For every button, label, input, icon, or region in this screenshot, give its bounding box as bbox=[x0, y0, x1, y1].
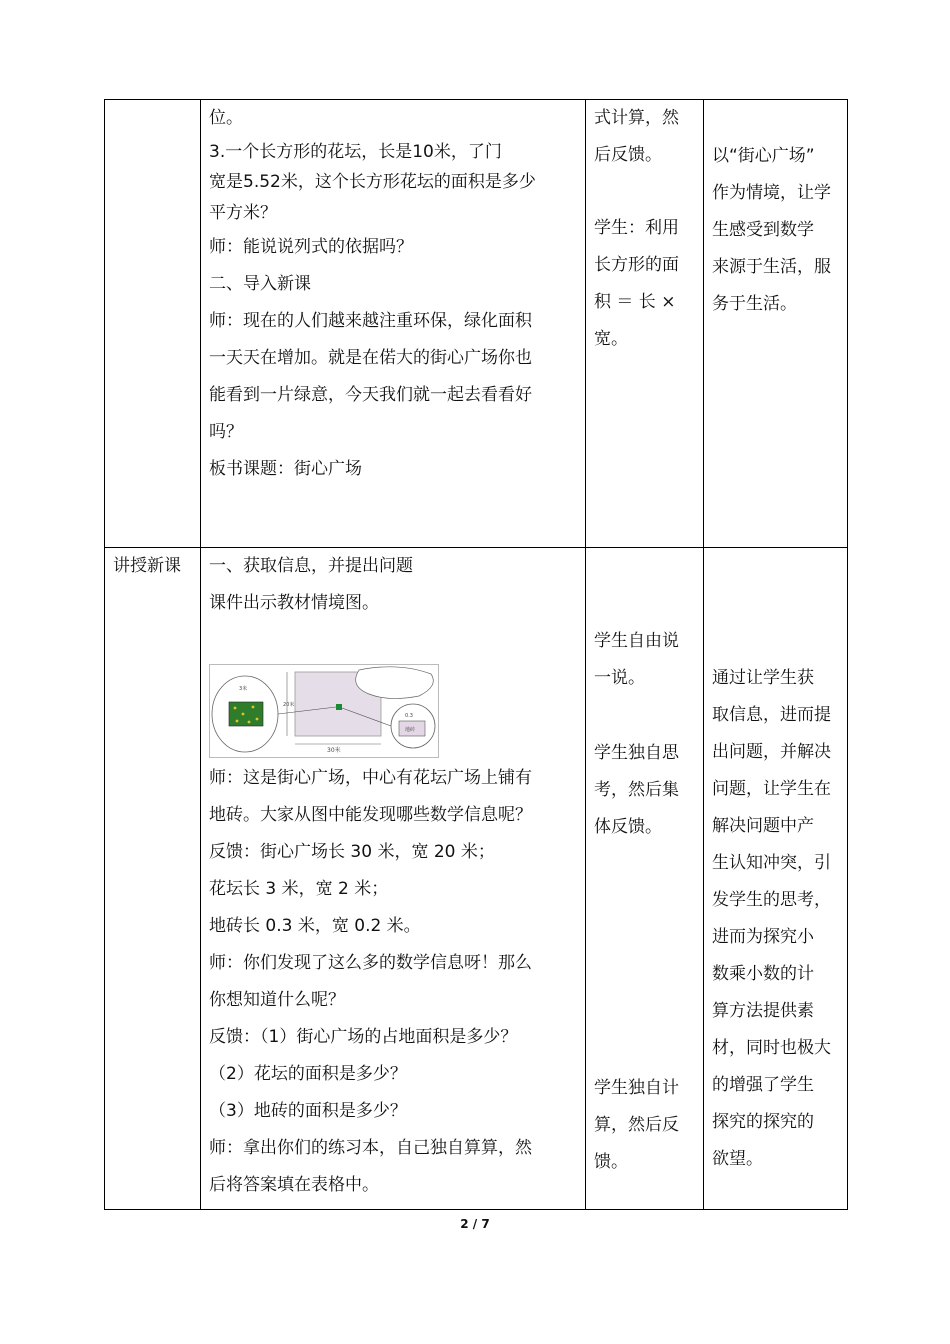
text-line: 宽是5.52米，这个长方形花坛的面积是多少 bbox=[209, 172, 536, 192]
text-line: 师：拿出你们的练习本，自己独自算算，然 bbox=[209, 1138, 532, 1158]
table-border-bottom bbox=[104, 1209, 848, 1210]
text-line: 发学生的思考， bbox=[712, 890, 831, 910]
text-line: 解决问题中产 bbox=[712, 816, 814, 836]
text-line: 反馈：（1）街心广场的占地面积是多少？ bbox=[209, 1027, 518, 1047]
row2-student-cell-c bbox=[594, 1070, 679, 1181]
text-line: 出问题，并解决 bbox=[712, 742, 831, 762]
text-line: 通过让学生获 bbox=[712, 668, 814, 688]
textbook-scene-image bbox=[209, 664, 439, 758]
text-line: 探究的探究的 bbox=[712, 1112, 814, 1132]
row2-content-bottom bbox=[209, 760, 532, 1204]
text-line: 欲望。 bbox=[712, 1149, 763, 1169]
text-line: 师：能说说列式的依据吗？ bbox=[209, 237, 413, 257]
label-tile: 0.3 bbox=[405, 713, 413, 719]
text-line: 你想知道什么呢？ bbox=[209, 990, 345, 1010]
text-line: 师：现在的人们越来越注重环保，绿化面积 bbox=[209, 311, 532, 331]
text-line: 课件出示教材情境图。 bbox=[209, 593, 379, 613]
text-line: 一说。 bbox=[594, 668, 645, 688]
table-border-left bbox=[104, 99, 105, 1210]
text-line: 后反馈。 bbox=[594, 145, 662, 165]
stage-label-cell bbox=[113, 548, 181, 585]
text-line: 位。 bbox=[209, 108, 243, 128]
row2-student-cell-b bbox=[594, 735, 679, 846]
row2-intent-cell bbox=[712, 660, 831, 1178]
text-line: 学生自由说 bbox=[594, 631, 679, 651]
text-line: 能看到一片绿意，今天我们就一起去看看好 bbox=[209, 385, 532, 405]
text-line: 积 ＝ 长 × bbox=[594, 292, 676, 312]
row1-intent-cell bbox=[712, 138, 831, 323]
text-line: 数乘小数的计 bbox=[712, 964, 814, 984]
text-line: 学生独自计 bbox=[594, 1078, 679, 1098]
text-line: 体反馈。 bbox=[594, 817, 662, 837]
label-top: 3米 bbox=[239, 686, 248, 692]
spacer bbox=[594, 174, 679, 210]
row1-content-cell bbox=[209, 100, 536, 488]
label-tile-name: 地砖 bbox=[405, 727, 416, 733]
text-line: （2）花坛的面积是多少？ bbox=[209, 1064, 407, 1084]
col-divider-2 bbox=[585, 99, 586, 1210]
text-line: 务于生活。 bbox=[712, 294, 797, 314]
text-line: 学生：利用 bbox=[594, 218, 679, 238]
text-line: 进而为探究小 bbox=[712, 927, 814, 947]
text-line: 生感受到数学 bbox=[712, 220, 814, 240]
text-line: 师：你们发现了这么多的数学信息呀！那么 bbox=[209, 953, 532, 973]
stage-label: 讲授新课 bbox=[113, 556, 181, 576]
text-line: 考，然后集 bbox=[594, 780, 679, 800]
table-border-right bbox=[847, 99, 848, 1210]
text-line: 地砖长 0.3 米，宽 0.2 米。 bbox=[209, 916, 421, 936]
row2-student-cell-a bbox=[594, 623, 679, 697]
text-line: 算方法提供素 bbox=[712, 1001, 814, 1021]
text-line: 式计算，然 bbox=[594, 108, 679, 128]
text-line: （3）地砖的面积是多少？ bbox=[209, 1101, 407, 1121]
text-line: 平方米？ bbox=[209, 203, 277, 223]
col-divider-3 bbox=[703, 99, 704, 1210]
text-line: 地砖。大家从图中能发现哪些数学信息呢？ bbox=[209, 805, 532, 825]
text-line: 长方形的面 bbox=[594, 255, 679, 275]
text-line: 取信息，进而提 bbox=[712, 705, 831, 725]
text-line: 学生独自思 bbox=[594, 743, 679, 763]
text-line: 反馈：街心广场长 30 米，宽 20 米； bbox=[209, 842, 495, 862]
text-line: 板书课题：街心广场 bbox=[209, 459, 362, 479]
col-divider-1 bbox=[200, 99, 201, 1210]
text-line: 一天天在增加。就是在偌大的街心广场你也 bbox=[209, 348, 532, 368]
text-line: 后将答案填在表格中。 bbox=[209, 1175, 379, 1195]
page-number: 2 / 7 bbox=[460, 1217, 490, 1231]
text-line: 二、导入新课 bbox=[209, 274, 311, 294]
row2-content-top bbox=[209, 548, 413, 622]
text-line: 一、获取信息，并提出问题 bbox=[209, 556, 413, 576]
row1-student-cell bbox=[594, 100, 679, 358]
label-side: 20米 bbox=[283, 702, 295, 708]
text-line: 师：这是街心广场，中心有花坛广场上铺有 bbox=[209, 768, 532, 788]
text-line: 花坛长 3 米，宽 2 米； bbox=[209, 879, 389, 899]
text-line: 宽。 bbox=[594, 329, 628, 349]
text-line: 作为情境，让学 bbox=[712, 183, 831, 203]
text-line: 的增强了学生 bbox=[712, 1075, 814, 1095]
label-bottom: 30米 bbox=[327, 747, 341, 754]
text-line: 来源于生活，服 bbox=[712, 257, 831, 277]
text-line: 问题，让学生在 bbox=[712, 779, 831, 799]
text-line: 3.一个长方形的花坛，长是10米，了门 bbox=[209, 142, 502, 162]
text-line: 生认知冲突，引 bbox=[712, 853, 831, 873]
text-line: 吗？ bbox=[209, 422, 243, 442]
text-line: 以“街心广场” bbox=[712, 146, 815, 166]
text-line: 算，然后反 bbox=[594, 1115, 679, 1135]
text-line: 馈。 bbox=[594, 1152, 628, 1172]
text-line: 材，同时也极大 bbox=[712, 1038, 831, 1058]
